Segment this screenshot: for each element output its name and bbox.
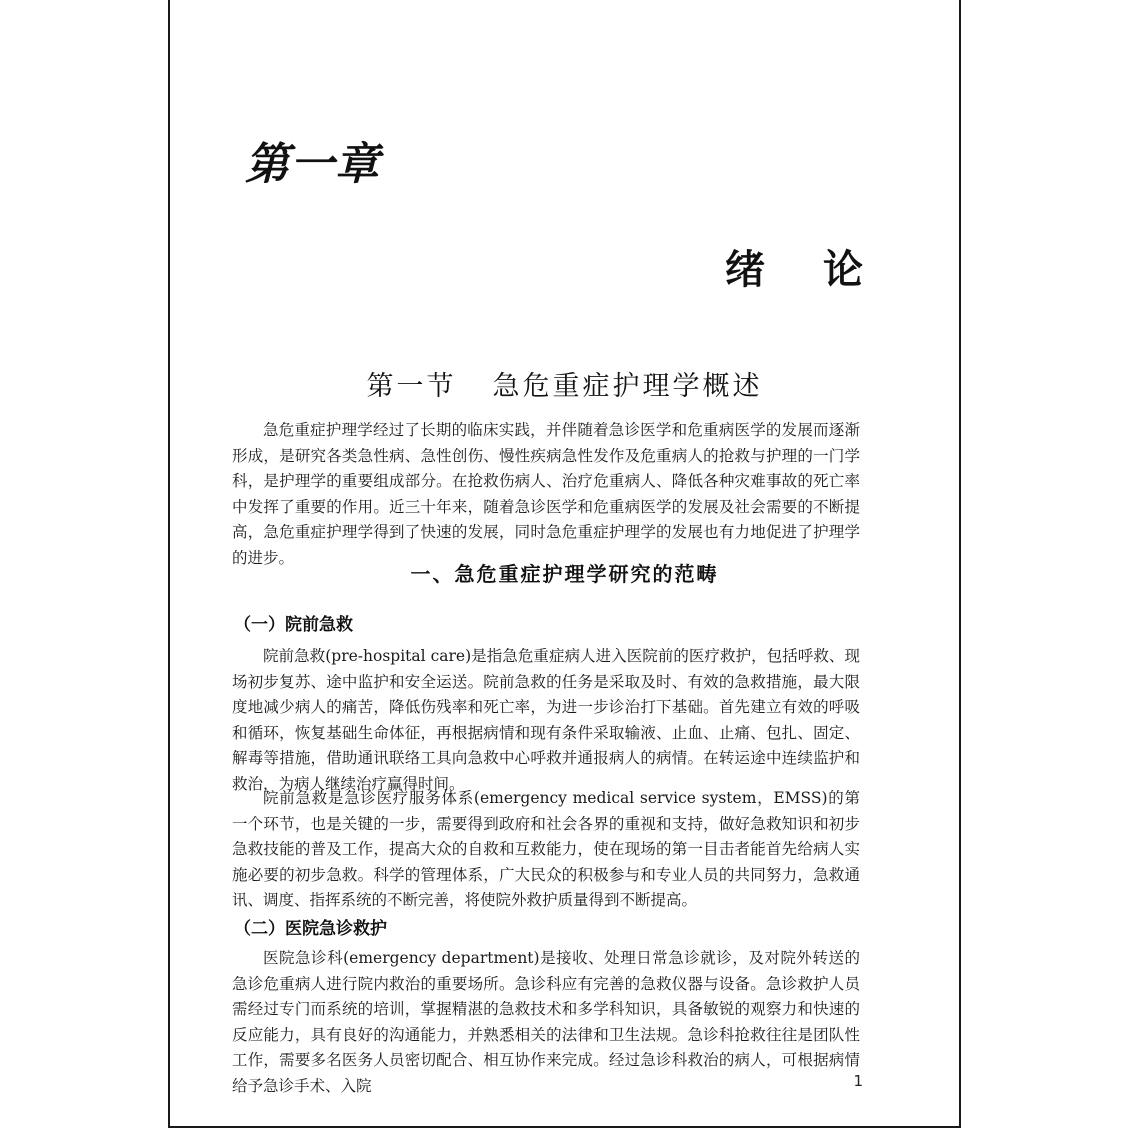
section-title [170,364,959,403]
paragraph-prehospital-2: 院前急救是急诊医疗服务体系(emergency medical service system，EMSS)的第一个环节，也是关键的一步，需要得到政府和社会各界的重视和支持，做好急救知识和初步急救技能的普及工作，提高大众的自救和互救能力，使在现场的第一目击者能首先给病人实施必要的初步急救。科学的管理体系，广大民众的积极参与和专业人员的共同努力，急救通讯、调度、指挥系统的不断完善，将使院外救护质量得到不断提高。 [232,789,860,910]
subsection-title: 一、急危重症护理学研究的范畴 [410,562,719,586]
chapter-title: 绪论 [725,246,921,293]
book-page [168,0,961,1128]
intro-paragraph: 急危重症护理学经过了长期的临床实践，并伴随着急诊医学和危重病医学的发展而逐渐形成，是研究各类急性病、急性创伤、慢性疾病急性发作及危重病人的抢救与护理的一门学科，是护理学的重要组成部分。在抢救伤病人、治疗危重病人、降低各种灾难事故的死亡率中发挥了重要的作用。近三十年来，随着急诊医学和危重病医学的发展及社会需要的不断提高，急危重症护理学得到了快速的发展，同时急危重症护理学的发展也有力地促进了护理学的进步。 [232,421,860,567]
page-number: 1 [853,1072,863,1090]
heading-hospital-emergency: （二）医院急诊救护 [234,919,387,939]
section-prefix: 第一节 [366,371,457,402]
chapter-label: 第一章 [245,139,380,190]
heading-prehospital: （一）院前急救 [234,615,353,635]
paragraph-prehospital-1: 院前急救(pre-hospital care)是指急危重症病人进入医院前的医疗救护，包括呼救、现场初步复苏、途中监护和安全运送。院前急救的任务是采取及时、有效的急救措施，最大限度地减少病人的痛苦，降低伤残率和死亡率，为进一步诊治打下基础。首先建立有效的呼吸和循环，恢复基础生命体征，再根据病情和现有条件采取输液、止血、止痛、包扎、固定、解毒等措施，借助通讯联络工具向急救中心呼救并通报病人的病情。在转运途中连续监护和救治，为病人继续治疗赢得时间。 [232,647,860,793]
paragraph-hospital-emergency: 医院急诊科(emergency department)是接收、处理日常急诊就诊，及对院外转送的急诊危重病人进行院内救治的重要场所。急诊科应有完善的急救仪器与设备。急诊救护人员需经过专门而系统的培训，掌握精湛的急救技术和多学科知识，具备敏锐的观察力和快速的反应能力，具有良好的沟通能力，并熟悉相关的法律和卫生法规。急诊科抢救往往是团队性工作，需要多名医务人员密切配合、相互协作来完成。经过急诊科救治的病人，可根据病情给予急诊手术、入院 [232,949,860,1095]
section-name: 急危重症护理学概述 [492,371,763,402]
